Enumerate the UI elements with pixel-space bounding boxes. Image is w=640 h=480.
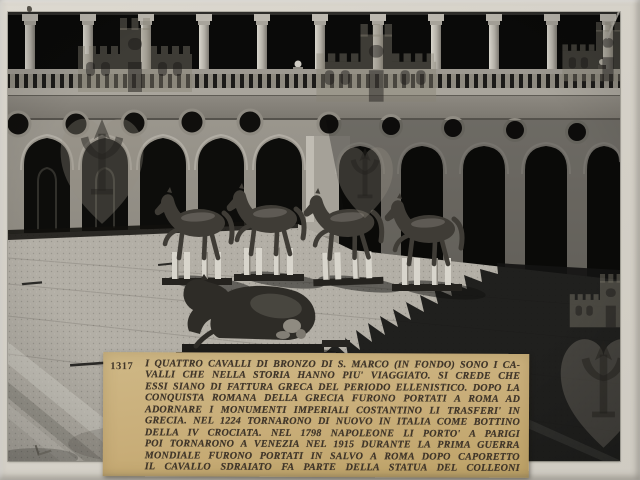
paper-speck bbox=[27, 6, 32, 12]
caption-text bbox=[145, 358, 520, 474]
caption-line: MONDIALE FURONO PORTATI IN SALVO A ROMA DOPO CAPORETTO bbox=[144, 449, 520, 463]
caption-line: CONQUISTA ROMANA DELLA GRECIA FURONO PORTATI A ROMA AD bbox=[145, 392, 521, 406]
caption-label bbox=[103, 352, 530, 478]
caption-line: IL CAVALLO SDRAIATO FA PARTE DELLA STATUA DEL COLLEONI bbox=[144, 461, 520, 474]
caption-line: DELLA IV CROCIATA. NEL 1798 NAPOLEONE LI PORTO' A PARIGI bbox=[144, 426, 520, 440]
caption-line: ADORNARE I MONUMENTI IMPERIALI COSTANTINO LI TRASFERI' IN bbox=[144, 404, 521, 417]
caption-line: ESSI SIANO DI FATTURA GRECA DEL PERIODO ELLENISTICO. DOPO LA bbox=[145, 381, 521, 394]
caption-line: VALLI CHE NELLA STORIA HANNO PIU' VIAGGIATO. SI CREDE CHE bbox=[145, 369, 521, 383]
caption-line: POI TORNARONO A VENEZIA NEL 1915 DURANTE LA PRIMA GUERRA bbox=[144, 438, 520, 452]
caption-number: 1317 bbox=[110, 361, 134, 373]
caption-line: I QUATTRO CAVALLI DI BRONZO DI S. MARCO (IN FONDO) SONO I CA- bbox=[145, 358, 521, 371]
caption-line: GRECIA. NEL 1224 TORNARONO DI NUOVO IN ITALIA COME BOTTINO bbox=[144, 415, 520, 429]
